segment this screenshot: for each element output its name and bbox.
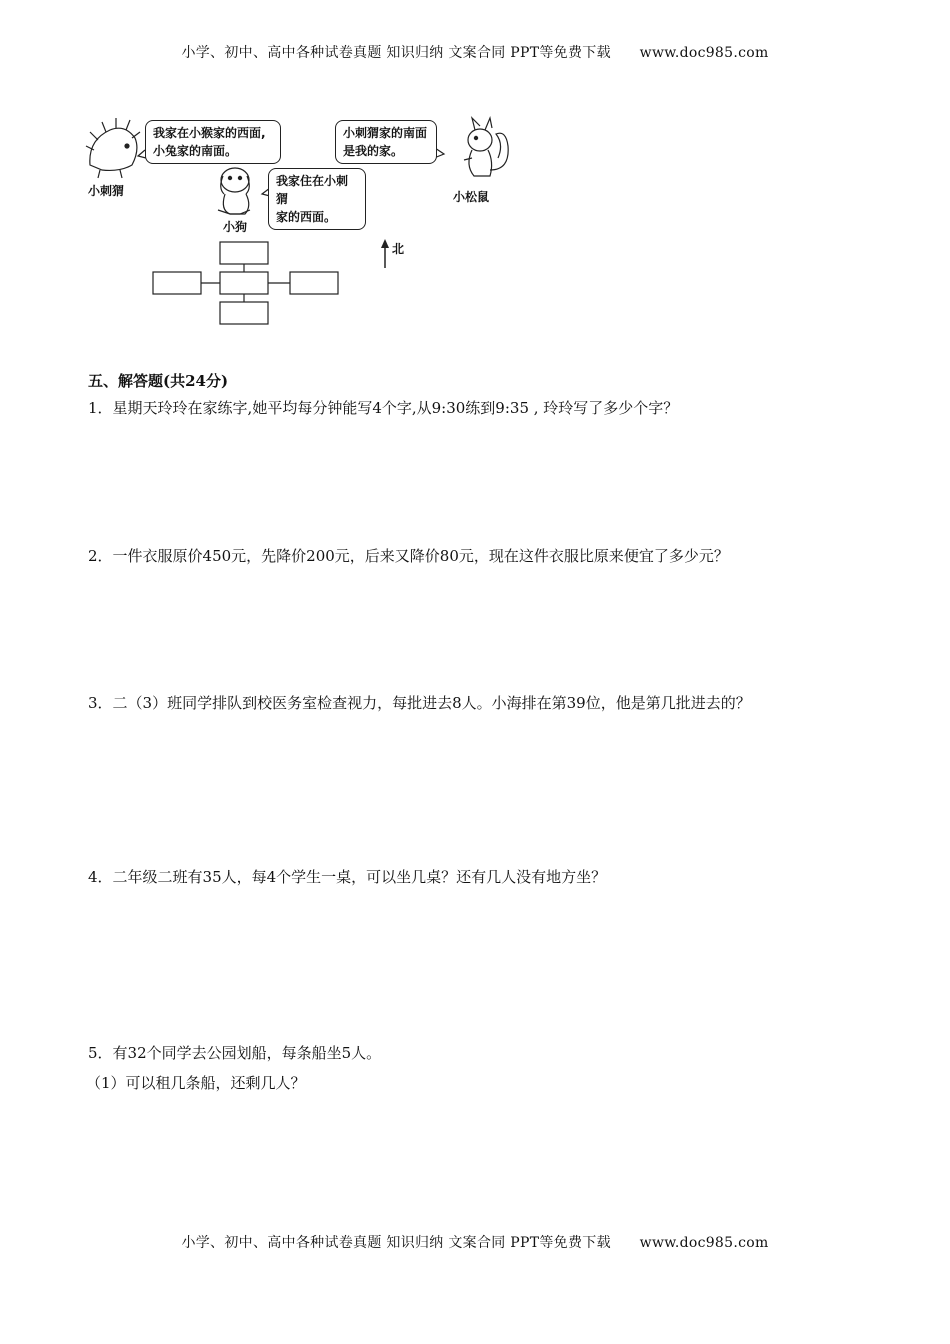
footer-text: 小学、初中、高中各种试卷真题 知识归纳 文案合同 PPT等免费下载	[181, 1235, 611, 1251]
puppy-speech-bubble	[268, 168, 366, 230]
squirrel-illustration	[464, 118, 508, 176]
footer-url[interactable]: www.doc985.com	[639, 1235, 769, 1251]
answer-box-center[interactable]	[220, 272, 268, 294]
squirrel-speech-bubble	[335, 120, 437, 164]
hedgehog-bubble-line2: 小兔家的南面。	[153, 144, 238, 158]
puppy-bubble-line1: 我家住在小刺猬	[276, 174, 349, 206]
page-footer	[0, 1232, 950, 1252]
question-5-part-1: （1）可以租几条船，还剩几人？	[86, 1074, 306, 1092]
question-1: 1．星期天玲玲在家练字,她平均每分钟能写4个字,从9:30练到9:35 , 玲玲写了多少个字？	[88, 399, 679, 417]
hedgehog-illustration	[86, 118, 140, 178]
question-4: 4．二年级二班有35人，每4个学生一桌，可以坐几桌？还有几人没有地方坐？	[88, 868, 607, 886]
hedgehog-speech-bubble	[145, 120, 281, 164]
hedgehog-bubble-line1: 我家在小猴家的西面,	[153, 126, 266, 140]
section-title: 五、解答题(共24分)	[88, 372, 229, 390]
header-url[interactable]: www.doc985.com	[639, 45, 769, 61]
answer-box-north[interactable]	[220, 242, 268, 264]
north-arrow-icon	[381, 239, 389, 268]
squirrel-bubble-line2: 是我的家。	[343, 144, 404, 158]
header-text: 小学、初中、高中各种试卷真题 知识归纳 文案合同 PPT等免费下载	[181, 45, 611, 61]
answer-box-east[interactable]	[290, 272, 338, 294]
squirrel-bubble-line1: 小刺猬家的南面	[343, 126, 428, 140]
north-label: 北	[392, 242, 405, 256]
answer-boxes	[153, 242, 338, 324]
question-2: 2．一件衣服原价450元，先降价200元，后来又降价80元，现在这件衣服比原来便宜了多少元？	[88, 547, 729, 565]
hedgehog-caption: 小刺猬	[88, 184, 125, 198]
puppy-caption: 小狗	[223, 220, 248, 234]
puppy-illustration	[218, 168, 250, 214]
answer-box-south[interactable]	[220, 302, 268, 324]
page-header	[0, 42, 950, 62]
question-5: 5．有32个同学去公园划船，每条船坐5人。	[88, 1044, 382, 1062]
direction-figure	[80, 110, 540, 340]
puppy-bubble-line2: 家的西面。	[276, 210, 337, 224]
squirrel-caption: 小松鼠	[453, 190, 490, 204]
question-3: 3．二（3）班同学排队到校医务室检查视力，每批进去8人。小海排在第39位，他是第几批进去的？	[88, 694, 751, 712]
answer-box-west[interactable]	[153, 272, 201, 294]
